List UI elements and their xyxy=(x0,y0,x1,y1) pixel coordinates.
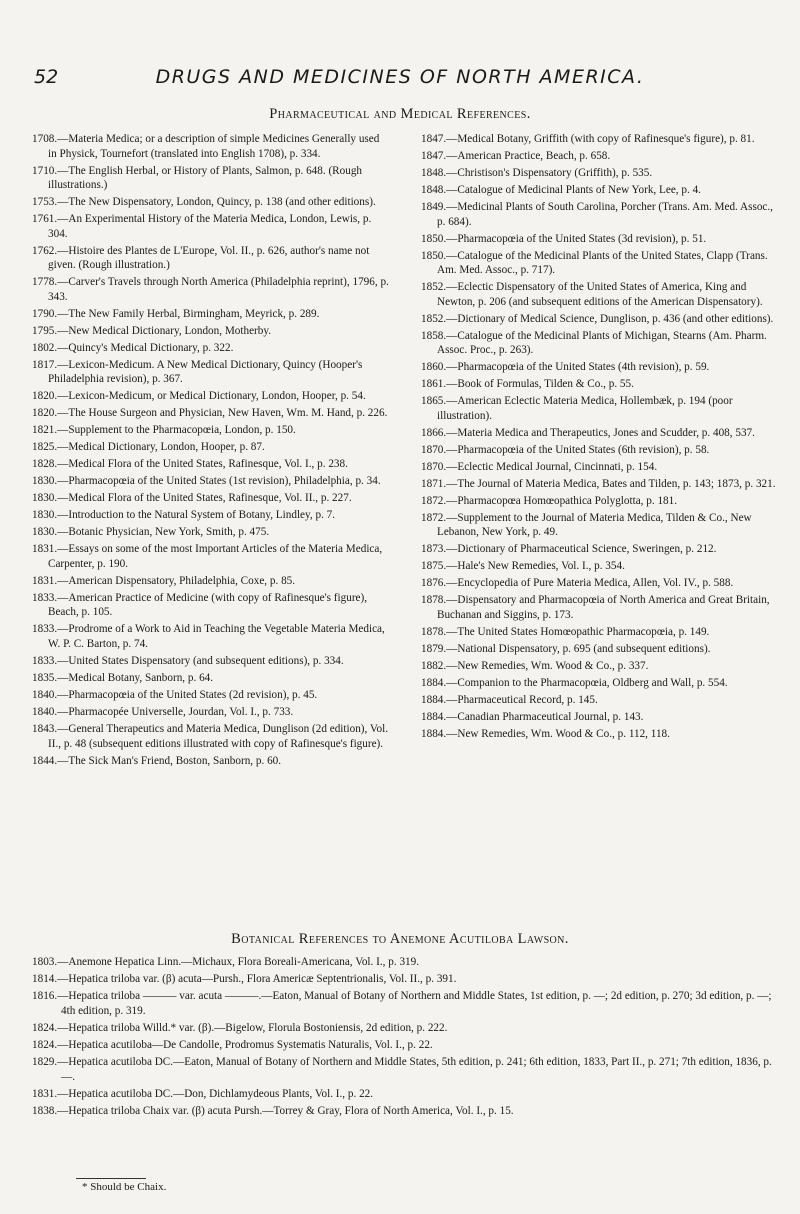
reference-entry: 1830.—Medical Flora of the United States, Rafinesque, Vol. II., p. 227. xyxy=(32,492,352,505)
reference-entry: 1844.—The Sick Man's Friend, Boston, Sanborn, p. 60. xyxy=(32,754,282,767)
botanical-entry: 1824.—Hepatica triloba Willd.* var. (β).—Bigelow, Florula Bostoniensis, 2d edition, p. 222. xyxy=(32,1021,448,1034)
reference-entry: 1866.—Materia Medica and Therapeutics, Jones and Scudder, p. 408, 537. xyxy=(421,426,755,439)
reference-entry: 1850.—Pharmacopœia of the United States (3d revision), p. 51. xyxy=(421,232,707,245)
reference-entry: 1843.—General Therapeutics and Materia Medica, Dunglison (2d edition), Vol. II., p. 48 (subsequent editions illustrated with copy of Rafinesque's figure). xyxy=(32,722,389,750)
reference-entry: 1847.—American Practice, Beach, p. 658. xyxy=(421,149,611,162)
reference-entry: 1870.—Eclectic Medical Journal, Cincinnati, p. 154. xyxy=(421,460,658,473)
reference-entry: 1884.—Companion to the Pharmacopœia, Oldberg and Wall, p. 554. xyxy=(421,676,728,689)
reference-entry: 1847.—Medical Botany, Griffith (with copy of Rafinesque's figure), p. 81. xyxy=(421,133,755,145)
reference-entry: 1790.—The New Family Herbal, Birmingham, Meyrick, p. 289. xyxy=(32,307,320,320)
reference-entry: 1848.—Christison's Dispensatory (Griffith), p. 535. xyxy=(421,166,653,179)
reference-entry: 1872.—Supplement to the Journal of Materia Medica, Tilden & Co., New Lebanon, New York, p. 49. xyxy=(421,511,752,539)
reference-entry: 1830.—Pharmacopœia of the United States (1st revision), Philadelphia, p. 34. xyxy=(32,475,381,488)
reference-entry: 1861.—Book of Formulas, Tilden & Co., p. 55. xyxy=(421,378,634,391)
page-header xyxy=(0,66,800,90)
botanical-entry: 1829.—Hepatica acutiloba DC.—Eaton, Manual of Botany of Northern and Middle States, 5th edition, p. 241; 6th edition, 1833, Part II., p. 271; 7th edition, 1836, p. —. xyxy=(32,1055,772,1084)
reference-entry: 1876.—Encyclopedia of Pure Materia Medica, Allen, Vol. IV., p. 588. xyxy=(421,577,734,590)
reference-entry: 1871.—The Journal of Materia Medica, Bates and Tilden, p. 143; 1873, p. 321. xyxy=(421,477,776,490)
botanical-entry: 1831.—Hepatica acutiloba DC.—Don, Dichlamydeous Plants, Vol. I., p. 22. xyxy=(32,1087,374,1100)
reference-entry: 1858.—Catalogue of the Medicinal Plants of Michigan, Stearns (Am. Pharm. Assoc. Proc., p. 263). xyxy=(421,329,767,357)
running-title: DRUGS AND MEDICINES OF NORTH AMERICA. xyxy=(155,66,645,88)
reference-entry: 1873.—Dictionary of Pharmaceutical Science, Sweringen, p. 212. xyxy=(421,543,717,556)
reference-entry: 1833.—American Practice of Medicine (with copy of Rafinesque's figure), Beach, p. 105. xyxy=(32,591,368,619)
reference-entry: 1879.—National Dispensatory, p. 695 (and subsequent editions). xyxy=(421,642,711,655)
page-number: 52 xyxy=(34,66,59,88)
reference-entry: 1848.—Catalogue of Medicinal Plants of New York, Lee, p. 4. xyxy=(421,183,701,196)
reference-entry: 1833.—United States Dispensatory (and subsequent editions), p. 334. xyxy=(32,654,344,667)
footnote: * Should be Chaix. xyxy=(82,1181,167,1193)
botanical-entry: 1838.—Hepatica triloba Chaix var. (β) acuta Pursh.—Torrey & Gray, Flora of North America, Vol. I., p. 15. xyxy=(32,1104,514,1117)
reference-entry: 1878.—The United States Homœopathic Pharmacopœia, p. 149. xyxy=(421,625,710,638)
reference-entry: 1884.—New Remedies, Wm. Wood & Co., p. 112, 118. xyxy=(421,727,670,740)
reference-entry: 1825.—Medical Dictionary, London, Hooper, p. 87. xyxy=(32,441,265,454)
reference-entry: 1840.—Pharmacopœia of the United States (2d revision), p. 45. xyxy=(32,688,318,701)
footnote-rule xyxy=(76,1178,146,1179)
reference-entry: 1878.—Dispensatory and Pharmacopœia of North America and Great Britain, Buchanan and Siggins, p. 173. xyxy=(421,594,770,621)
reference-entry: 1840.—Pharmacopée Universelle, Jourdan, Vol. I., p. 733. xyxy=(32,705,294,718)
reference-entry: 1795.—New Medical Dictionary, London, Motherby. xyxy=(32,324,272,337)
reference-entry: 1831.—Essays on some of the most Important Articles of the Materia Medica, Carpenter, p. 190. xyxy=(32,543,383,570)
reference-entry: 1835.—Medical Botany, Sanborn, p. 64. xyxy=(32,671,214,684)
reference-entry: 1860.—Pharmacopœia of the United States (4th revision), p. 59. xyxy=(421,361,710,374)
reference-entry: 1802.—Quincy's Medical Dictionary, p. 322. xyxy=(32,341,234,354)
reference-entry: 1753.—The New Dispensatory, London, Quincy, p. 138 (and other editions). xyxy=(32,196,376,209)
reference-entry: 1884.—Canadian Pharmaceutical Journal, p. 143. xyxy=(421,710,644,723)
reference-entry: 1708.—Materia Medica; or a description of simple Medicines Generally used in Physick, Tournefort (translated into English 1708), p. 334. xyxy=(32,133,380,160)
botanical-entry: 1824.—Hepatica acutiloba—De Candolle, Prodromus Systematis Naturalis, Vol. I., p. 22. xyxy=(32,1038,433,1051)
references-left-column xyxy=(32,132,390,770)
reference-entry: 1761.—An Experimental History of the Materia Medica, London, Lewis, p. 304. xyxy=(32,213,372,240)
reference-entry: 1820.—The House Surgeon and Physician, New Haven, Wm. M. Hand, p. 226. xyxy=(32,407,388,420)
reference-entry: 1830.—Introduction to the Natural System of Botany, Lindley, p. 7. xyxy=(32,509,336,522)
reference-entry: 1865.—American Eclectic Materia Medica, Hollembæk, p. 194 (poor illustration). xyxy=(421,395,733,422)
reference-entry: 1882.—New Remedies, Wm. Wood & Co., p. 337. xyxy=(421,659,649,672)
reference-entry: 1821.—Supplement to the Pharmacopœia, London, p. 150. xyxy=(32,424,296,437)
reference-entry: 1828.—Medical Flora of the United States, Rafinesque, Vol. I., p. 238. xyxy=(32,458,348,471)
references-right-column xyxy=(421,132,777,744)
reference-entry: 1831.—American Dispensatory, Philadelphia, Coxe, p. 85. xyxy=(32,574,296,587)
reference-entry: 1830.—Botanic Physician, New York, Smith, p. 475. xyxy=(32,526,270,539)
reference-entry: 1870.—Pharmacopœia of the United States (6th revision), p. 58. xyxy=(421,443,710,456)
reference-entry: 1852.—Eclectic Dispensatory of the United States of America, King and Newton, p. 206 (and subsequent editions of the American Dispensatory). xyxy=(421,281,763,308)
reference-entry: 1710.—The English Herbal, or History of Plants, Salmon, p. 648. (Rough illustrations.) xyxy=(32,164,363,192)
reference-entry: 1850.—Catalogue of the Medicinal Plants of the United States, Clapp (Trans. Am. Med. Assoc., p. 717). xyxy=(421,249,768,277)
botanical-entry: 1816.—Hepatica triloba ——— var. acuta ———.—Eaton, Manual of Botany of Northern and Middle States, 1st edition, p. —; 2d edition, p. 270; 3d edition, p. —; 4th edition, p. 319. xyxy=(32,989,772,1018)
botanical-references-list xyxy=(32,955,778,1120)
reference-entry: 1762.—Histoire des Plantes de L'Europe, Vol. II., p. 626, author's name not given. (Rough illustration.) xyxy=(32,244,370,272)
reference-entry: 1875.—Hale's New Remedies, Vol. I., p. 354. xyxy=(421,560,625,573)
reference-entry: 1849.—Medicinal Plants of South Carolina, Porcher (Trans. Am. Med. Assoc., p. 684). xyxy=(421,200,773,228)
reference-entry: 1852.—Dictionary of Medical Science, Dunglison, p. 436 (and other editions). xyxy=(421,312,774,325)
reference-entry: 1778.—Carver's Travels through North America (Philadelphia reprint), 1796, p. 343. xyxy=(32,276,389,303)
reference-entry: 1872.—Pharmacopœa Homœopathica Polyglotta, p. 181. xyxy=(421,494,678,507)
section-title-pharmaceutical: Pharmaceutical and Medical References. xyxy=(269,106,531,122)
botanical-entry: 1814.—Hepatica triloba var. (β) acuta—Pursh., Flora Americæ Septentrionalis, Vol. II., p. 391. xyxy=(32,972,457,985)
botanical-entry: 1803.—Anemone Hepatica Linn.—Michaux, Flora Boreali-Americana, Vol. I., p. 319. xyxy=(32,956,420,968)
reference-entry: 1884.—Pharmaceutical Record, p. 145. xyxy=(421,693,598,706)
reference-entry: 1820.—Lexicon-Medicum, or Medical Dictionary, London, Hooper, p. 54. xyxy=(32,390,366,403)
reference-entry: 1817.—Lexicon-Medicum. A New Medical Dictionary, Quincy (Hooper's Philadelphia revision), p. 367. xyxy=(32,358,363,386)
section-title-botanical: Botanical References to Anemone Acutiloba Lawson. xyxy=(231,931,569,947)
reference-entry: 1833.—Prodrome of a Work to Aid in Teaching the Vegetable Materia Medica, W. P. C. Barton, p. 74. xyxy=(32,623,385,650)
